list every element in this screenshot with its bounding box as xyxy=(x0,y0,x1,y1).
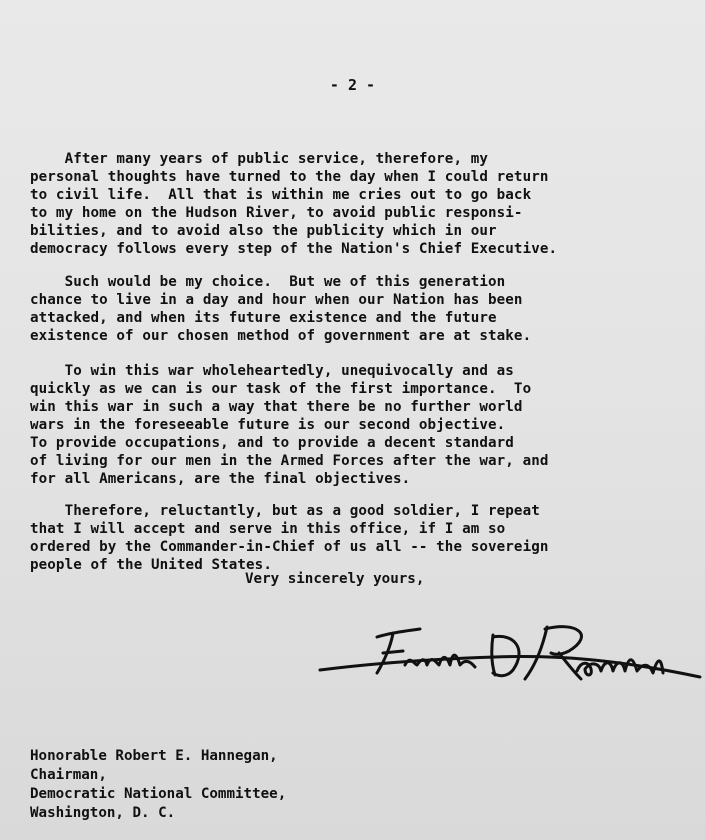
addressee-line: Chairman, xyxy=(30,767,107,783)
text-line: To win this war wholeheartedly, unequivocally and as xyxy=(30,363,514,379)
text-line: democracy follows every step of the Nation's Chief Executive. xyxy=(30,241,558,257)
paragraph-1 xyxy=(30,132,680,258)
text-line: win this war in such a way that there be no further world xyxy=(30,399,523,415)
text-line: wars in the foreseeable future is our second objective. xyxy=(30,417,506,433)
text-line: personal thoughts have turned to the day when I could return xyxy=(30,169,549,185)
addressee-line: Honorable Robert E. Hannegan, xyxy=(30,748,278,764)
text-line: people of the United States. xyxy=(30,557,272,573)
paragraph-3 xyxy=(30,344,680,488)
text-line: Such would be my choice. But we of this generation xyxy=(30,274,506,290)
addressee-line: Democratic National Committee, xyxy=(30,786,287,802)
text-line: to civil life. All that is within me cries out to go back xyxy=(30,187,532,203)
text-line: attacked, and when its future existence and the future xyxy=(30,310,497,326)
text-line: To provide occupations, and to provide a decent standard xyxy=(30,435,514,451)
paragraph-4 xyxy=(30,484,680,574)
text-line: of living for our men in the Armed Forces after the war, and xyxy=(30,453,549,469)
page-number: - 2 - xyxy=(329,76,376,94)
text-line: for all Americans, are the final objectives. xyxy=(30,471,411,487)
text-line: that I will accept and serve in this office, if I am so xyxy=(30,521,506,537)
handwritten-signature xyxy=(315,615,705,695)
addressee-line: Washington, D. C. xyxy=(30,805,176,821)
text-line: existence of our chosen method of government are at stake. xyxy=(30,328,532,344)
text-line: Therefore, reluctantly, but as a good soldier, I repeat xyxy=(30,503,540,519)
addressee-block xyxy=(30,728,286,823)
closing-salutation: Very sincerely yours, xyxy=(245,571,425,587)
text-line: bilities, and to avoid also the publicity which in our xyxy=(30,223,497,239)
text-line: ordered by the Commander-in-Chief of us all -- the sovereign xyxy=(30,539,549,555)
paragraph-2 xyxy=(30,255,680,345)
text-line: chance to live in a day and hour when our Nation has been xyxy=(30,292,523,308)
text-line: quickly as we can is our task of the first importance. To xyxy=(30,381,532,397)
text-line: After many years of public service, therefore, my xyxy=(30,151,489,167)
text-line: to my home on the Hudson River, to avoid public responsi- xyxy=(30,205,523,221)
